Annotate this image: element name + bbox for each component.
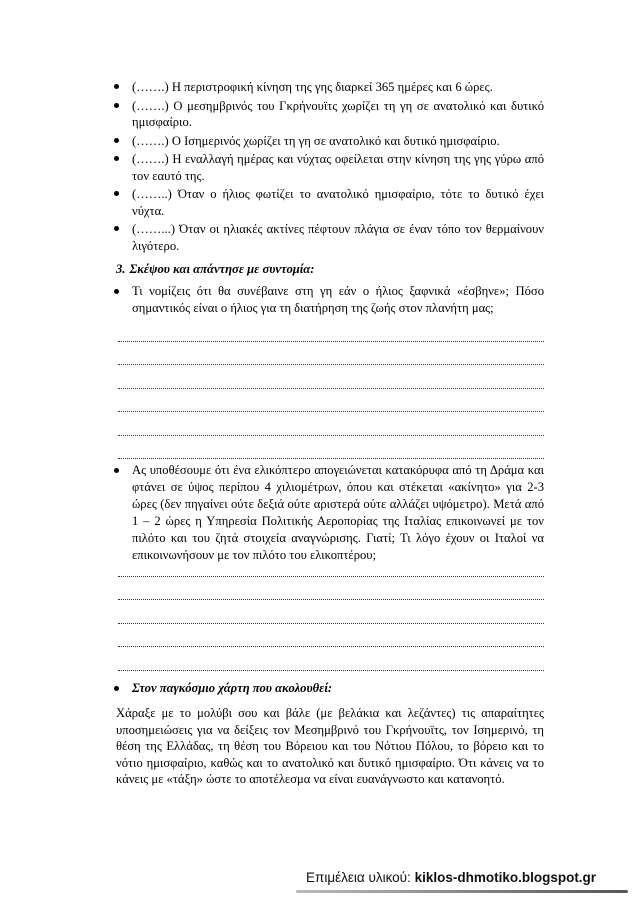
- section-title: Σκέψου και απάντησε με συντομία:: [129, 262, 315, 276]
- map-heading-text: Στον παγκόσμιο χάρτη που ακολουθεί:: [132, 681, 333, 695]
- answer-line[interactable]: [118, 318, 544, 342]
- answer-line[interactable]: [118, 389, 544, 413]
- list-item: [112, 221, 544, 254]
- statement-text: (……...) Όταν οι ηλιακές ακτίνες πέφτουν πλάγια σε έναν τόπο τον θερμαίνουν λιγότερο.: [132, 222, 544, 253]
- footer-site-link[interactable]: kiklos-dhmotiko.blogspot.gr: [414, 870, 597, 885]
- footer-label: Επιμέλεια υλικού:: [306, 870, 411, 885]
- section-number: 3.: [116, 262, 126, 276]
- question-text: Ας υποθέσουμε ότι ένα ελικόπτερο απογειώνεται κατακόρυφα από τη Δράμα και φτάνει σε ύψος περίπου 4 χιλιομέτρων, όπου και στέκεται «ακίνητο» για 2-3 ώρες (δεν πηγαίνει ούτε δεξιά ούτε αριστερά ούτε αλλάζει υψόμετρο). Μετά από 1 – 2 ώρες η Υπηρεσία Πολιτικής Αεροπορίας της Ιταλίας επικοινωνεί με τον πιλότο και του ζητά στοιχεία αναγνώρισης. Γιατί; Τι λόγο έχουν οι Ιταλοί να επικοινωνήσουν με τον πιλότο του ελικοπτέρου;: [132, 463, 544, 562]
- list-item: [112, 133, 544, 150]
- bullet-icon: [114, 226, 119, 231]
- question-1: [112, 283, 544, 317]
- bullet-icon: [114, 191, 119, 196]
- answer-lines-2[interactable]: [118, 553, 544, 671]
- statement-text: (…….) Η εναλλαγή ημέρας και νύχτας οφείλεται στην κίνηση της γης γύρω από τον εαυτό της.: [132, 152, 544, 183]
- list-item: [112, 79, 544, 96]
- bullet-icon: [114, 138, 119, 143]
- question-text: Τι νομίζεις ότι θα συνέβαινε στη γη εάν ο ήλιος ξαφνικά «έσβηνε»; Πόσο σημαντικός είναι ο ήλιος για τη διατήρηση της ζωής στον πλανήτη μας;: [132, 284, 544, 315]
- map-task-text: Χάραξε με το μολύβι σου και βάλε (με βελάκια και λεζάντες) τις απαραίτητες υποσημειώσεις για να δείξεις τον Μεσημβρινό του Γκρήνουϊτς, τον Ισημερινό, τη θέση της Ελλάδας, τη θέση του Βόρειου και του Νότιου Πόλου, το βόρειο και το νότιο ημισφαίριο, καθώς και το ανατολικό και δυτικό ημισφαίριο. Ότι κάνεις να το κάνεις με «τάξη» ώστε το αποτέλεσμα να είναι ευανάγνωστο και κατανοητό.: [116, 706, 544, 787]
- bullet-icon: [114, 84, 119, 89]
- answer-line[interactable]: [118, 365, 544, 389]
- answer-line[interactable]: [118, 342, 544, 366]
- statement-text: (…….) Ο μεσημβρινός του Γκρήνουϊτς χωρίζει τη γη σε ανατολικό και δυτικό ημισφαίριο.: [132, 98, 544, 129]
- answer-line[interactable]: [118, 647, 544, 671]
- answer-lines-1[interactable]: [118, 318, 544, 459]
- answer-line[interactable]: [118, 436, 544, 460]
- bullet-icon: [114, 686, 119, 691]
- true-false-list: [112, 79, 544, 256]
- bullet-icon: [114, 289, 119, 294]
- list-item: [112, 151, 544, 184]
- answer-line[interactable]: [118, 553, 544, 577]
- answer-line[interactable]: [118, 624, 544, 648]
- bullet-icon: [114, 156, 119, 161]
- statement-text: (…….) Ο Ισημερινός χωρίζει τη γη σε ανατολικό και δυτικό ημισφαίριο.: [132, 133, 500, 148]
- answer-line[interactable]: [118, 600, 544, 624]
- map-heading: [112, 680, 544, 697]
- list-item: [112, 186, 544, 219]
- section-heading: [116, 262, 314, 277]
- list-item: [112, 98, 544, 131]
- bullet-icon: [114, 103, 119, 108]
- answer-line[interactable]: [118, 412, 544, 436]
- footer-credit: [306, 870, 596, 885]
- bullet-icon: [114, 468, 119, 473]
- statement-text: (…….) Η περιστροφική κίνηση της γης διαρκεί 365 ημέρες και 6 ώρες.: [132, 80, 493, 94]
- statement-text: (……..) Όταν ο ήλιος φωτίζει το ανατολικό ημισφαίριο, τότε το δυτικό έχει νύχτα.: [132, 187, 544, 218]
- footer-underline: [296, 890, 628, 893]
- question-2: [112, 462, 544, 564]
- answer-line[interactable]: [118, 577, 544, 601]
